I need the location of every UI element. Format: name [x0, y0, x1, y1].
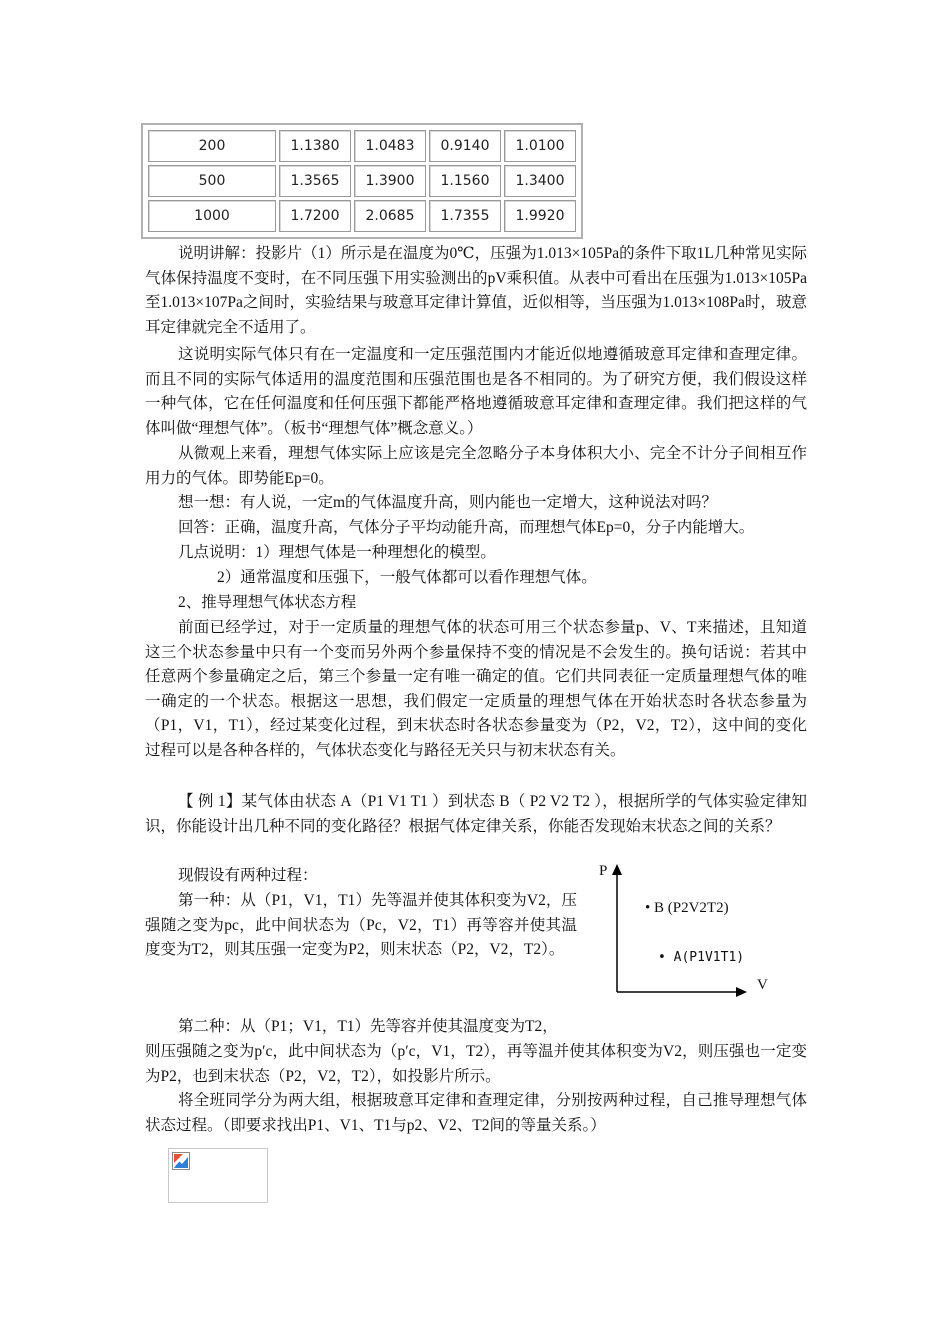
ideal-gas-paragraph: 这说明实际气体只有在一定温度和一定压强范围内才能近似地遵循玻意耳定律和查理定律。而且不同的实际气体适用的温度范围和压强范围也是各不相同的。为了研究方便，我们假设这样一种气体，它在任何温度和任何压强下都能严格地遵循玻意耳定律和查理定律。我们把这样的气体叫做“理想气体”。（板书“理想气体”概念意义。）	[145, 346, 807, 437]
section-heading: 2、推导理想气体状态方程	[178, 594, 357, 611]
answer-text: 回答：正确，温度升高，气体分子平均动能升高，而理想气体Ep=0，分子内能增大。	[178, 519, 755, 536]
pv-diagram	[595, 860, 775, 1000]
class-task-paragraph: 将全班同学分为两大组，根据玻意耳定律和查理定律，分别按两种过程，自己推导理想气体状态过程。（即要求找出P1、V1、T1与p2、V2、T2间的等量关系。）	[145, 1092, 807, 1134]
state-parameters-paragraph: 前面已经学过，对于一定质量的理想气体的状态可用三个状态参量p、V、T来描述，且知道这三个状态参量中只有一个变而另外两个参量保持不变的情况是不会发生的。换句话说：若其中任意两个参量确定之后，第三个参量一定有唯一确定的值。它们共同表征一定质量理想气体的唯一确定的一个状态。根据这一思想，我们假定一定质量的理想气体在开始状态时各状态参量为（P1，V1，T1），经过某变化过程，到末状态时各状态参量变为（P2，V2，T2），这中间的变化过程可以是各种各样的，气体状态变化与路径无关只与初末状态有关。	[145, 619, 807, 759]
process-two-line-1: 第二种：从（P1；V1，T1）先等容并使其温度变为T2，	[178, 1018, 558, 1035]
pv-value-cell: 1.1560	[429, 165, 501, 197]
example-1-paragraph: 【 例 1】某气体由状态 A（P1 V1 T1 ）到状态 B（ P2 V2 T2 ），根据所学的气体实验定律知识，你能设计出几种不同的变化路径？根据气体定律关系，你能否发现始末状态之间的关系？	[145, 793, 807, 835]
table-row	[148, 165, 576, 197]
pv-value-cell: 2.0685	[354, 200, 426, 232]
table-row	[148, 200, 576, 232]
point-b-label: • B (P2V2T2)	[645, 900, 729, 916]
point-a-label: • A(P1V1T1)	[658, 950, 745, 965]
image-placeholder	[168, 1148, 268, 1203]
pv-value-cell: 1.7355	[429, 200, 501, 232]
pv-value-cell: 1.3565	[279, 165, 351, 197]
pressure-cell: 1000	[148, 200, 276, 232]
note-2: 2）通常温度和压强下，一般气体都可以看作理想气体。	[217, 569, 597, 586]
pv-value-cell: 1.9920	[504, 200, 576, 232]
pv-value-cell: 1.7200	[279, 200, 351, 232]
note-1: 几点说明：1）理想气体是一种理想化的模型。	[178, 544, 496, 561]
microscopic-paragraph: 从微观上来看，理想气体实际上应该是完全忽略分子本身体积大小、完全不计分子间相互作用力的气体。即势能Ep=0。	[145, 445, 807, 487]
pv-axes	[595, 860, 775, 1000]
pv-value-cell: 1.1380	[279, 130, 351, 162]
pv-value-cell: 1.0483	[354, 130, 426, 162]
process-one-paragraph: 第一种：从（P1，V1，T1）先等温并使其体积变为V2，压强随之变为pc，此中间状态为（Pc，V2，T1）再等容并使其温度变为T2，则其压强一定变为P2，则末状态（P2，V2，T2）。	[145, 892, 577, 959]
p-axis-label: P	[599, 863, 608, 879]
explanation-paragraph: 说明讲解：投影片（1）所示是在温度为0℃，压强为1.013×105Pa的条件下取1L几种常见实际气体保持温度不变时，在不同压强下用实验测出的pV乘积值。从表中可看出在压强为1.013×105Pa至1.013×107Pa之间时，实验结果与玻意耳定律计算值，近似相等，当压强为1.013×108Pa时，玻意耳定律就完全不适用了。	[145, 245, 807, 336]
table-row	[148, 130, 576, 162]
think-question: 想一想：有人说，一定m的气体温度升高，则内能也一定增大，这种说法对吗？	[178, 494, 718, 511]
broken-image-icon	[172, 1152, 190, 1170]
pv-data-table	[141, 123, 583, 239]
pv-value-cell: 1.3900	[354, 165, 426, 197]
two-processes-intro: 现假设有两种过程：	[178, 867, 318, 884]
pressure-cell: 200	[148, 130, 276, 162]
pv-value-cell: 1.0100	[504, 130, 576, 162]
v-axis-label: V	[757, 977, 768, 993]
pv-value-cell: 0.9140	[429, 130, 501, 162]
pressure-cell: 500	[148, 165, 276, 197]
process-two-paragraph: 则压强随之变为p′c，此中间状态为（p′c，V1，T2），再等温并使其体积变为V2，则压强也一定变为P2，也到末状态（P2，V2，T2），如投影片所示。	[145, 1043, 807, 1085]
pv-value-cell: 1.3400	[504, 165, 576, 197]
